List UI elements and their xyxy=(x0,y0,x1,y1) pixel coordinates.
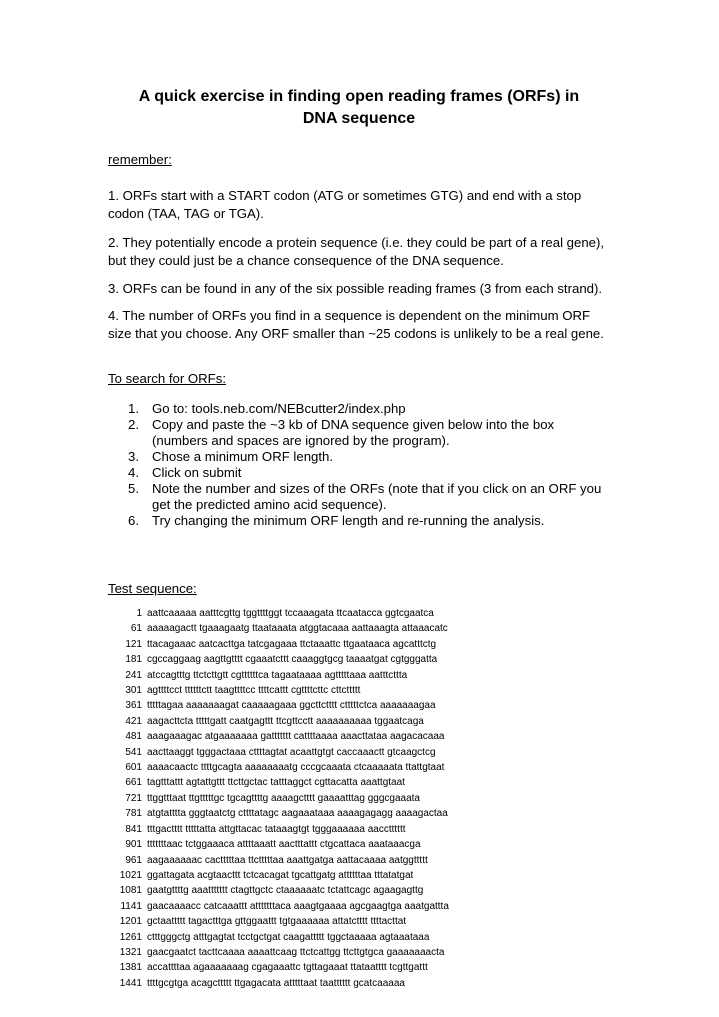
point-4 xyxy=(108,307,613,343)
sequence-line xyxy=(108,853,608,868)
sequence-bases: aagacttcta tttttgatt caatgagttt ttcgttcctt aaaaaaaaaa tggaatcaga xyxy=(147,715,424,727)
sequence-bases: aaaaagactt tgaaagaatg ttaataaata atggtacaaa aattaaagta attaaacatc xyxy=(147,623,448,635)
sequence-bases: ttggtttaat ttgtttttgc tgcagttttg aaaagctttt gaaaatttag gggcgaaata xyxy=(147,792,420,804)
sequence-line xyxy=(108,714,608,729)
sequence-line xyxy=(108,976,608,991)
remember-heading: remember: xyxy=(108,152,172,167)
sequence-bases: tagtttattt agtattgttt ttcttgctac tatttaggct cgttacatta aaattgtaat xyxy=(147,777,405,789)
sequence-position: 301 xyxy=(125,685,142,697)
dna-sequence-block xyxy=(108,606,608,991)
point-4-line-1: 4. The number of ORFs you find in a sequence is dependent on the minimum ORF xyxy=(108,308,591,323)
sequence-bases: gctaattttt tagactttga gttggaattt tgtgaaaaaa attatctttt ttttacttat xyxy=(147,916,407,928)
sequence-position: 481 xyxy=(125,731,142,743)
sequence-position: 1 xyxy=(136,608,142,619)
sequence-line xyxy=(108,775,608,790)
sequence-position: 1141 xyxy=(120,900,142,912)
sequence-position: 1021 xyxy=(119,869,142,881)
sequence-bases: aacttaaggt tgggactaaa cttttagtat acaattgtgt caccaaactt gtcaagctcg xyxy=(147,746,436,758)
sequence-position: 61 xyxy=(130,623,142,635)
point-2-line-1: 2. They potentially encode a protein sequence (i.e. they could be part of a real gene), xyxy=(108,235,605,250)
sequence-line xyxy=(108,868,608,883)
sequence-bases: ctttgggctg atttgagtat tcctgctgat caagattttt tggctaaaaa agtaaataaa xyxy=(147,931,430,943)
test-sequence-heading: Test sequence: xyxy=(108,581,197,596)
step-1 xyxy=(108,401,613,417)
sequence-bases: ttacagaaac aatcacttga tatcgagaaa ttctaaattc ttgaataaca agcatttctg xyxy=(147,638,437,650)
step-5-text-cont: get the predicted amino acid sequence). xyxy=(152,497,387,512)
sequence-line xyxy=(108,822,608,837)
sequence-position: 901 xyxy=(125,839,142,851)
sequence-line xyxy=(108,745,608,760)
sequence-position: 1441 xyxy=(119,977,142,989)
sequence-line xyxy=(108,914,608,929)
step-3 xyxy=(108,449,613,465)
step-2 xyxy=(108,417,613,449)
sequence-bases: accattttaa agaaaaaaag cgagaaattc tgttagaaat ttataatttt tcgttgattt xyxy=(147,962,428,974)
sequence-bases: aaaacaactc ttttgcagta aaaaaaaatg cccgcaaata ctcaaaaata ttattgtaat xyxy=(147,762,445,774)
title-line-1: A quick exercise in finding open reading frames (ORFs) in xyxy=(138,88,580,105)
sequence-position: 1201 xyxy=(119,916,142,928)
sequence-line xyxy=(108,791,608,806)
sequence-bases: cgccaggaag aagttgtttt cgaaatcttt caaaggtgcg taaaatgat cgtgggatta xyxy=(147,654,438,666)
sequence-bases: aattcaaaaa aatttcgttg tggttttggt tccaaagata ttcaatacca ggtcgaatca xyxy=(147,608,434,619)
search-heading: To search for ORFs: xyxy=(108,371,226,386)
step-6-text: Try changing the minimum ORF length and re-running the analysis. xyxy=(152,513,545,528)
sequence-line xyxy=(108,806,608,821)
sequence-bases: tttttttaac tctggaaaca attttaaatt aactttattt ctgcattaca aaataaacga xyxy=(147,839,421,851)
sequence-line xyxy=(108,621,608,636)
sequence-position: 1321 xyxy=(119,946,142,958)
sequence-bases: ggattagata acgtaacttt tctcacagat tgcattgatg attttttaa tttatatgat xyxy=(147,869,414,881)
sequence-position: 1081 xyxy=(119,885,142,897)
sequence-bases: atccagtttg ttctcttgtt cgttttttca tagaataaaa agtttttaaa aatttcttta xyxy=(147,669,408,681)
step-5-text: Note the number and sizes of the ORFs (note that if you click on an ORF you xyxy=(152,481,602,496)
sequence-bases: tttttagaa aaaaaaagat caaaaagaaa ggcttctttt ctttttctca aaaaaaagaa xyxy=(147,700,436,712)
sequence-line xyxy=(108,606,608,621)
sequence-position: 601 xyxy=(125,762,142,774)
document-title xyxy=(108,86,610,130)
sequence-bases: gaacaaaacc catcaaattt atttttttaca aaagtgaaaa agcgaagtga aaatgattta xyxy=(147,900,449,912)
step-1-number: 1. xyxy=(128,401,139,416)
sequence-position: 1261 xyxy=(119,931,142,943)
step-1-text: Go to: tools.neb.com/NEBcutter2/index.php xyxy=(152,401,406,416)
sequence-bases: agttttcct ttttttctt taagttttcc ttttcattt cgttttcttc cttcttttt xyxy=(147,685,361,697)
sequence-position: 241 xyxy=(125,669,142,681)
point-1-line-2: codon (TAA, TAG or TGA). xyxy=(108,206,264,221)
sequence-position: 361 xyxy=(125,700,142,712)
point-3 xyxy=(108,280,613,298)
sequence-position: 841 xyxy=(125,823,142,835)
sequence-bases: gaacgaatct tacttcaaaa aaaattcaag ttctcattgg ttcttgtgca gaaaaaaacta xyxy=(147,946,445,958)
point-2-line-2: but they could just be a chance consequence of the DNA sequence. xyxy=(108,253,504,268)
sequence-position: 421 xyxy=(125,715,142,727)
sequence-position: 721 xyxy=(125,792,142,804)
sequence-line xyxy=(108,729,608,744)
sequence-line xyxy=(108,683,608,698)
sequence-line xyxy=(108,837,608,852)
sequence-position: 661 xyxy=(125,777,142,789)
sequence-line xyxy=(108,652,608,667)
step-2-text-cont: (numbers and spaces are ignored by the program). xyxy=(152,433,450,448)
step-6-number: 6. xyxy=(128,513,139,528)
sequence-position: 781 xyxy=(125,808,142,820)
step-6 xyxy=(108,513,613,529)
point-1 xyxy=(108,187,613,223)
step-4-text: Click on submit xyxy=(152,465,242,480)
point-3-line-1: 3. ORFs can be found in any of the six possible reading frames (3 from each strand). xyxy=(108,281,603,296)
step-3-text: Chose a minimum ORF length. xyxy=(152,449,334,464)
sequence-position: 121 xyxy=(125,638,142,650)
step-5-number: 5. xyxy=(128,481,139,496)
sequence-line xyxy=(108,668,608,683)
step-2-number: 2. xyxy=(128,417,139,432)
step-4 xyxy=(108,465,613,481)
sequence-line xyxy=(108,930,608,945)
steps-list xyxy=(108,401,613,529)
sequence-line xyxy=(108,899,608,914)
sequence-position: 541 xyxy=(125,746,142,758)
point-2 xyxy=(108,234,613,270)
sequence-bases: aagaaaaaac cactttttaa ttctttttaa aaattgatga aattacaaaa aatggttttt xyxy=(147,854,428,866)
sequence-line xyxy=(108,960,608,975)
step-2-text: Copy and paste the ~3 kb of DNA sequence given below into the box xyxy=(152,417,555,432)
sequence-position: 181 xyxy=(125,654,142,666)
sequence-bases: ttttgcgtga acagcttttt ttgagacata atttttaat taatttttt gcatcaaaaa xyxy=(147,977,405,989)
sequence-position: 961 xyxy=(125,854,142,866)
sequence-bases: atgtatttta gggtaatctg cttttatagc aagaaataaa aaaagagagg aaaagactaa xyxy=(147,808,448,820)
title-line-2: DNA sequence xyxy=(302,110,416,127)
sequence-position: 1381 xyxy=(119,962,142,974)
sequence-line xyxy=(108,637,608,652)
step-4-number: 4. xyxy=(128,465,139,480)
sequence-line xyxy=(108,760,608,775)
sequence-bases: aaagaaagac atgaaaaaaa gattttttt cattttaaaa aaacttataa aagacacaaa xyxy=(147,731,445,743)
sequence-bases: gaatgttttg aaattttttt ctagttgctc ctaaaaaatc tctattcagc agaagagttg xyxy=(147,885,424,897)
sequence-line xyxy=(108,945,608,960)
point-1-line-1: 1. ORFs start with a START codon (ATG or sometimes GTG) and end with a stop xyxy=(108,188,582,203)
sequence-bases: tttgactttt tttttatta attgttacac tataaagtgt tgggaaaaaa aacctttttt xyxy=(147,823,406,835)
step-3-number: 3. xyxy=(128,449,139,464)
sequence-line xyxy=(108,883,608,898)
step-5 xyxy=(108,481,613,513)
point-4-line-2: size that you choose. Any ORF smaller than ~25 codons is unlikely to be a real gene. xyxy=(108,326,604,341)
sequence-line xyxy=(108,698,608,713)
